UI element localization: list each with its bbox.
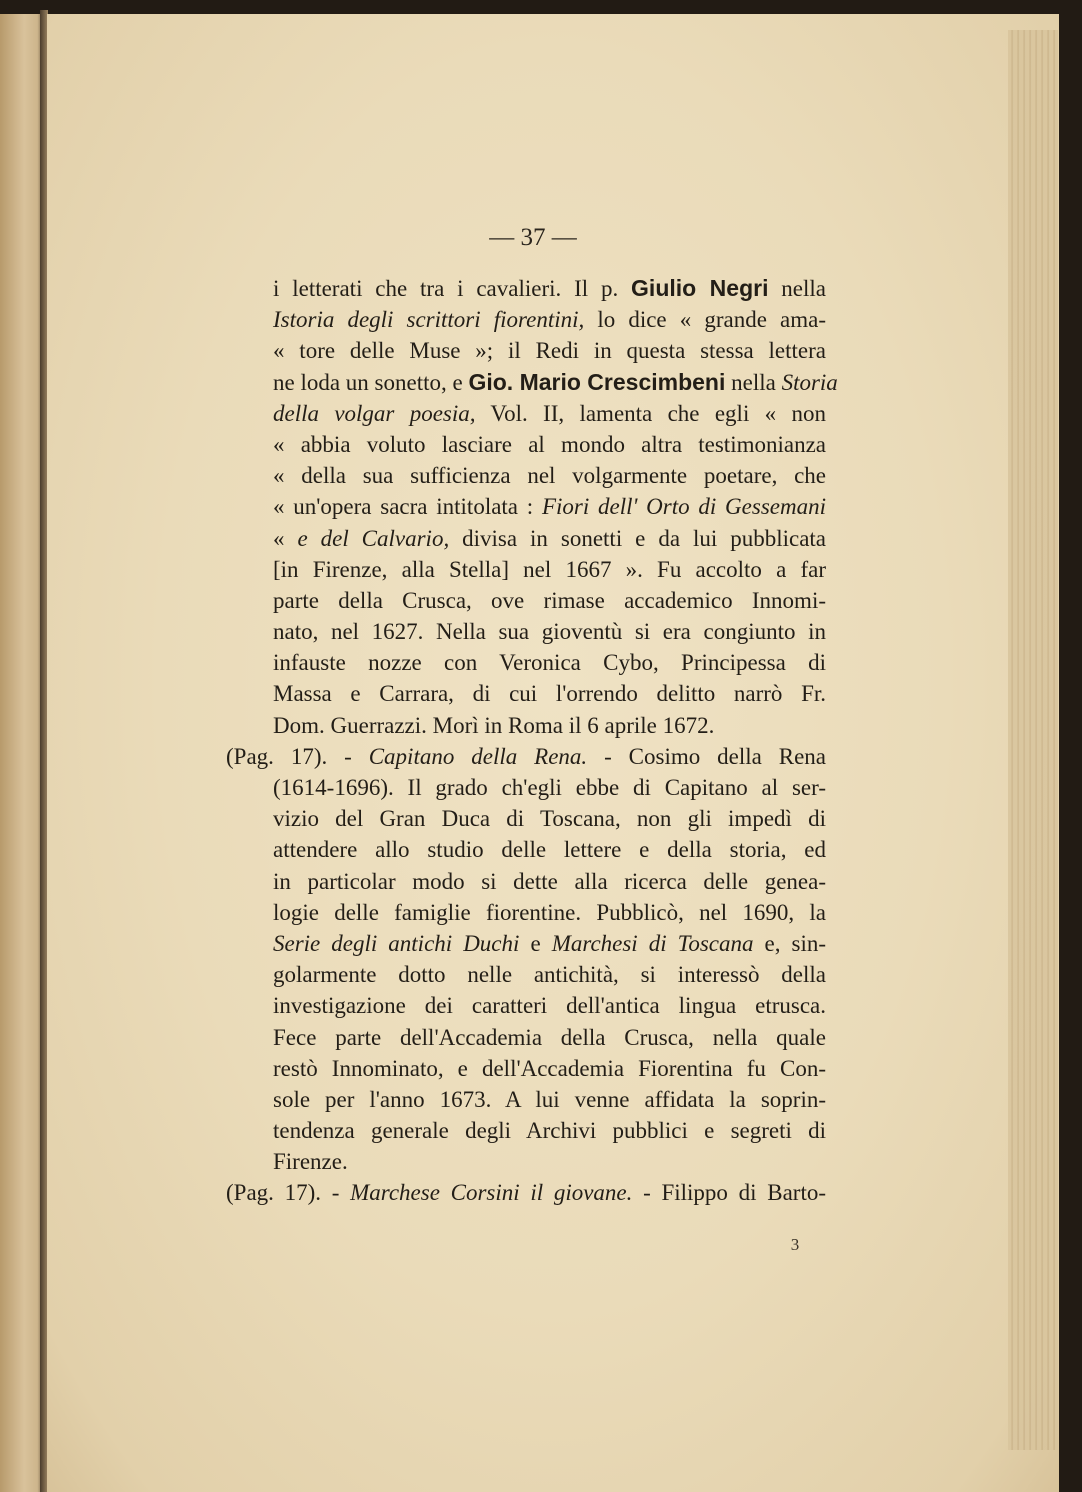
text-span: ne loda un sonetto, e (273, 369, 469, 395)
text-span: nella (768, 276, 826, 301)
text-span: divisa in sonetti e da lui pubblicata (449, 525, 827, 551)
text-line (226, 772, 826, 803)
text-span: lo dice « grande ama- (584, 307, 826, 333)
text-span: e, sin- (753, 930, 826, 956)
text-span: parte della Crusca, ove rimase accademico Innomi- (273, 587, 826, 613)
text-span: e (519, 930, 552, 956)
text-span: golarmente dotto nelle antichità, si interessò della (273, 962, 826, 988)
text-span: restò Innominato, e dell'Accademia Fiorentina fu Con- (273, 1055, 826, 1081)
text-line (226, 959, 826, 990)
text-span: « tore delle Muse »; il Redi in questa stessa lettera (273, 338, 826, 364)
italic-text: e del Calvario, (297, 525, 450, 551)
text-span: logie delle famiglie fiorentine. Pubblicò, nel 1690, la (273, 899, 826, 925)
text-span: nato, nel 1627. Nella sua gioventù si era congiunto in (273, 619, 826, 645)
name-text: Gio. Mario Crescimbeni (468, 368, 726, 395)
text-line (226, 523, 826, 554)
text-line (226, 554, 826, 585)
text-span: (Pag. 17). - (226, 743, 369, 769)
body-text (226, 273, 838, 1209)
text-span: « (273, 525, 298, 551)
text-line (226, 741, 826, 772)
text-span: Massa e Carrara, di cui l'orrendo delitto narrò Fr. (273, 681, 826, 707)
text-span: investigazione dei caratteri dell'antica lingua etrusca. (273, 993, 826, 1019)
text-span: [in Firenze, alla Stella] nel 1667 ». Fu accolto a far (273, 556, 826, 582)
italic-text: Marchese Corsini il giovane. (350, 1180, 633, 1206)
text-line (226, 990, 826, 1021)
text-span: infauste nozze con Veronica Cybo, Principessa di (273, 650, 826, 676)
text-line (226, 273, 826, 304)
text-span: Dom. Guerrazzi. Morì in Roma il 6 aprile 1672. (273, 712, 715, 738)
text-span: « un'opera sacra intitolata : (273, 494, 542, 520)
italic-text: della volgar poesia, (273, 400, 476, 426)
text-line (226, 1146, 826, 1177)
text-span: - Filippo di Barto- (632, 1180, 826, 1206)
text-span: (1614-1696). Il grado ch'egli ebbe di Capitano al ser- (273, 775, 826, 800)
text-line (226, 460, 826, 491)
text-line (226, 304, 826, 335)
text-line (226, 1115, 826, 1146)
text-span: nella (725, 369, 782, 395)
text-span: Fece parte dell'Accademia della Crusca, nella quale (273, 1024, 826, 1050)
text-line (226, 1177, 826, 1208)
text-line (226, 429, 826, 460)
text-line (226, 335, 826, 366)
text-line (226, 1022, 826, 1053)
text-line (226, 1084, 826, 1115)
italic-text: Fiori dell' Orto di Gessemani (541, 494, 826, 520)
name-text: Giulio Negri (631, 275, 769, 301)
italic-text: Istoria degli scrittori fiorentini, (273, 307, 585, 333)
italic-text: Capitano della Rena. (368, 743, 588, 769)
text-line (226, 616, 826, 647)
text-line (226, 803, 826, 834)
italic-text: Marchesi di Toscana (551, 930, 754, 956)
text-line (226, 866, 826, 897)
text-line (226, 585, 826, 616)
page-edges (1008, 30, 1058, 1450)
text-line (226, 834, 826, 865)
text-span: Firenze. (273, 1149, 348, 1175)
text-line (226, 710, 826, 741)
previous-page-edge (0, 14, 44, 1492)
text-line (226, 398, 826, 429)
text-span: sole per l'anno 1673. A lui venne affidata la soprin- (273, 1086, 826, 1112)
text-line (226, 491, 826, 522)
text-span: tendenza generale degli Archivi pubblici e segreti di (273, 1118, 826, 1144)
italic-text: Storia (781, 369, 838, 395)
text-line (226, 897, 826, 928)
page-number: — 37 — (489, 224, 577, 251)
signature-mark: 3 (790, 1235, 800, 1254)
text-span: « della sua sufficienza nel volgarmente poetare, che (273, 463, 826, 489)
text-span: vizio del Gran Duca di Toscana, non gli impedì di (273, 806, 826, 832)
text-span: i letterati che tra i cavalieri. Il p. (273, 276, 632, 301)
text-line (226, 1053, 826, 1084)
text-line (226, 367, 838, 398)
text-span: (Pag. 17). - (226, 1180, 351, 1206)
text-span: Vol. II, lamenta che egli « non (475, 400, 827, 426)
text-span: in particolar modo si dette alla ricerca delle genea- (273, 868, 826, 894)
text-line (226, 678, 826, 709)
text-line (226, 647, 826, 678)
text-span: - Cosimo della Rena (587, 743, 827, 769)
text-line (226, 928, 826, 959)
italic-text: Serie degli antichi Duchi (273, 930, 520, 956)
text-span: « abbia voluto lasciare al mondo altra testimonianza (273, 431, 826, 457)
text-span: attendere allo studio delle lettere e della storia, ed (273, 837, 826, 863)
